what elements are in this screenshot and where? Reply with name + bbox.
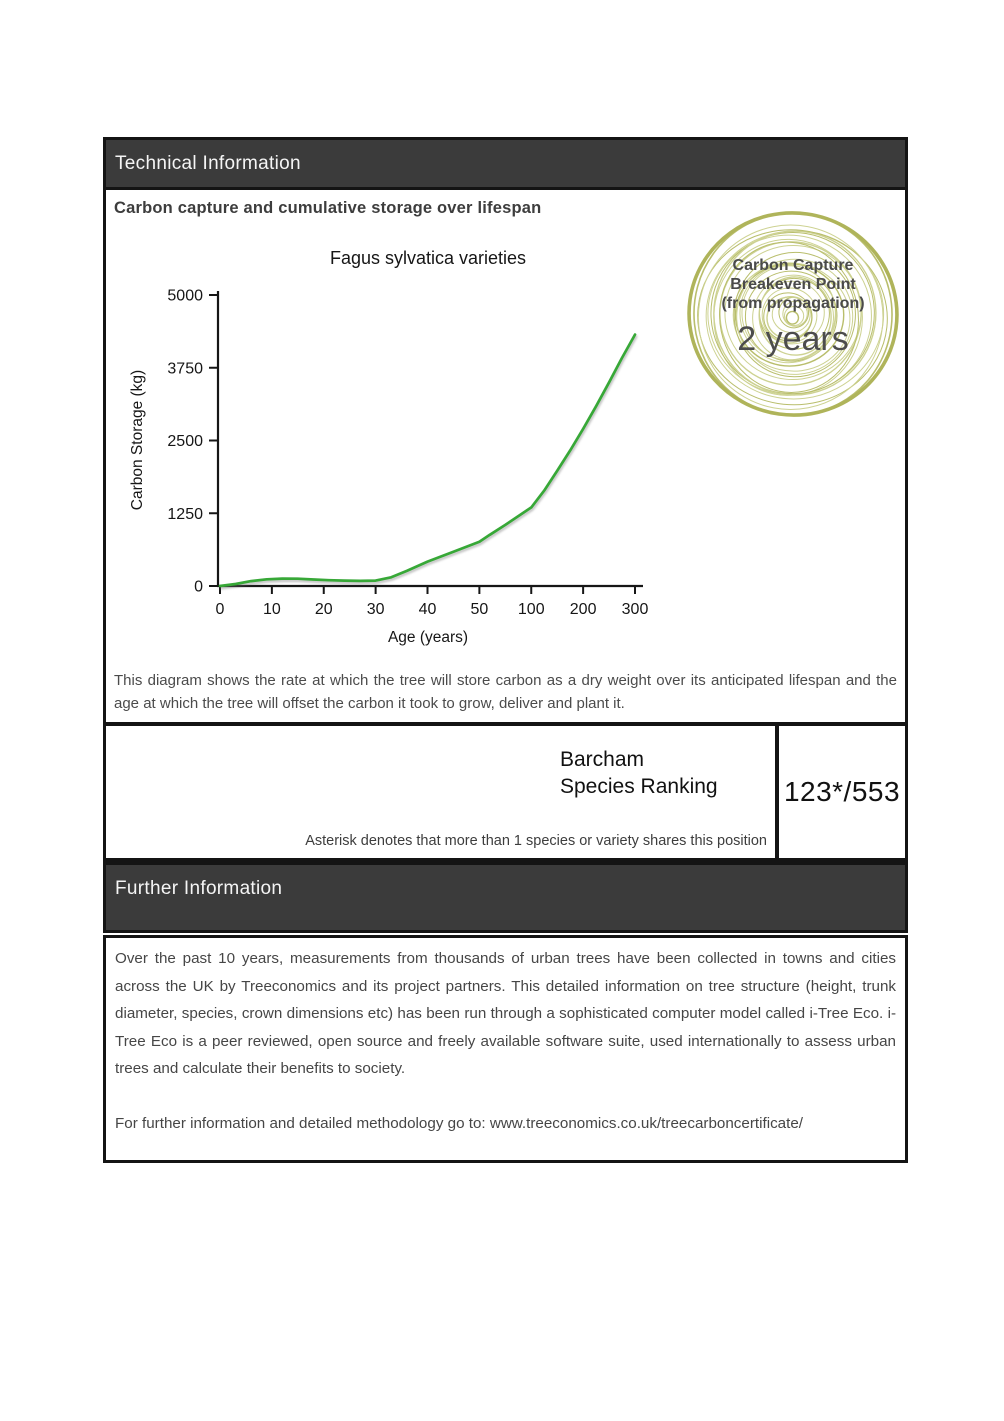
svg-text:20: 20 [314, 601, 333, 618]
badge-title-line-3: (from propagation) [721, 295, 865, 312]
svg-text:Carbon Storage (kg): Carbon Storage (kg) [129, 369, 146, 511]
svg-text:30: 30 [366, 601, 385, 618]
svg-text:2500: 2500 [167, 433, 203, 450]
svg-text:Age (years): Age (years) [387, 629, 469, 646]
svg-text:3750: 3750 [167, 360, 203, 378]
svg-text:200: 200 [569, 601, 597, 618]
carbon-storage-chart [106, 190, 766, 660]
ranking-asterisk-note: Asterisk denotes that more than 1 species or variety shares this position [305, 833, 767, 849]
breakeven-badge-text [683, 256, 903, 359]
ranking-value: 123*/553 [783, 776, 901, 807]
svg-text:0: 0 [194, 578, 203, 596]
chart-description: This diagram shows the rate at which the tree will store carbon as a dry weight over its anticipated lifespan and the age at which the tree will offset the carbon it took to grow, deliver and plant it. [114, 672, 897, 712]
ranking-label-cell [106, 726, 775, 858]
svg-text:300: 300 [621, 601, 649, 618]
svg-text:10: 10 [262, 601, 281, 618]
further-information-paragraph: Over the past 10 years, measurements from thousands of urban trees have been collected in towns and cities across the UK by Treeconomics and its project partners. This detailed information on tree structure (height, trunk diameter, species, crown dimensions etc) has been run through a sophisticated computer model called i-Tree Eco. i-Tree Eco is a peer reviewed, open source and freely available software suite, used internationally to assess urban trees and calculate their benefits to society. [115, 950, 896, 1077]
breakeven-value: 2 years [737, 320, 849, 358]
svg-text:50: 50 [470, 601, 489, 618]
section-title: Carbon capture and cumulative storage over lifespan [114, 199, 542, 217]
technical-information-title: Technical Information [115, 152, 301, 174]
certificate [103, 137, 908, 1163]
svg-text:40: 40 [418, 601, 437, 618]
further-information-section [103, 935, 908, 1163]
further-information-title: Further Information [115, 878, 283, 899]
breakeven-badge [683, 204, 903, 424]
svg-text:0: 0 [215, 601, 225, 618]
ranking-label-line-2: Species Ranking [560, 775, 718, 798]
ranking-label-line-1: Barcham [560, 748, 645, 771]
methodology-link-line: For further information and detailed methodology go to: www.treeconomics.co.uk/treecarboncertificate/ [115, 1114, 804, 1132]
carbon-capture-section [103, 190, 908, 726]
badge-title-line-1: Carbon Capture [732, 257, 854, 274]
technical-information-header [103, 137, 908, 190]
species-ranking-section [103, 726, 908, 862]
svg-text:5000: 5000 [167, 287, 203, 305]
ranking-label [560, 746, 775, 800]
ranking-value-cell [775, 726, 905, 858]
svg-text:Fagus sylvatica varieties: Fagus sylvatica varieties [329, 248, 527, 268]
svg-text:100: 100 [517, 601, 545, 618]
badge-title-line-2: Breakeven Point [730, 276, 856, 293]
svg-text:1250: 1250 [167, 505, 203, 523]
further-information-header [103, 862, 908, 933]
